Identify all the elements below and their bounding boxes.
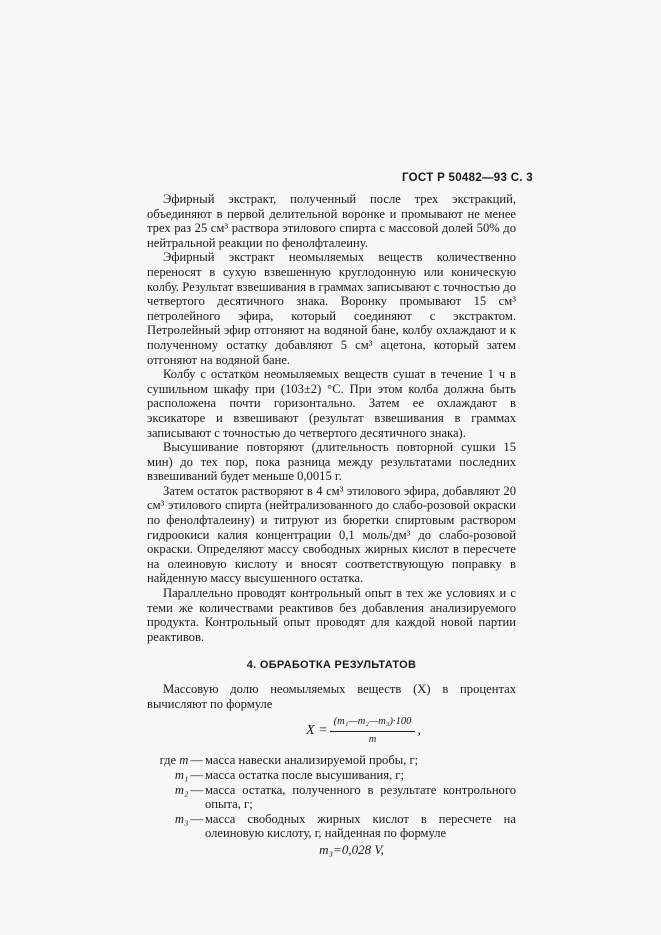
variable-dash: — [190,753,203,768]
variable-dash: — [190,767,203,782]
document-body [147,192,516,858]
variable-dash: — [190,782,203,797]
variable-definition: масса навески анализируемой пробы, г; [205,753,419,768]
formula-x [211,715,516,747]
variable-definition: масса свободных жирных кислот в пересчете на олеиновую кислоту, г, найденная по формуле [205,811,516,841]
formula-numerator: (m₁—m₂—m₃)·100 [330,715,416,732]
paragraph: Эфирный экстракт неомыляемых веществ количественно переносят в сухую взвешенную круглодонную или коническую колбу. Результат взвешивания в граммах записывают с точностью до четвертого десятичного знака. Воронку промывают 15 см³ петролейного эфира, который соединяют с экстрактом. Петролейный эфир отгоняют на водяной бане, колбу охлаждают и к полученному остатку добавляют 5 см³ ацетона, который затем отгоняют на водяной бане. [147,250,516,367]
section-title: 4. ОБРАБОТКА РЕЗУЛЬТАТОВ [246,659,417,672]
variable-dash: — [190,811,203,826]
where-word: где [159,753,177,768]
formula-m3: m₃=0,028 V, [319,841,384,857]
variable-symbol: m₃ [174,811,189,826]
formula-fraction [330,715,416,747]
variable-row [147,812,516,841]
formula-lhs: X = [306,722,328,738]
paragraph: Параллельно проводят контрольный опыт в тех же условиях и с теми же количествами реактивов без добавления анализируемого продукта. Контрольный опыт проводят для каждой новой партии реактивов. [147,586,516,644]
variable-list [147,753,516,841]
variable-symbol: m₂ [174,782,189,797]
variable-row [147,753,516,768]
paragraph: Высушивание повторяют (длительность повторной сушки 15 мин) до тех пор, пока разница между результатами последних взвешиваний будет меньше 0,0015 г. [147,440,516,484]
variable-definition: масса остатка, полученного в результате контрольного опыта, г; [205,782,516,812]
paragraph: Затем остаток растворяют в 4 см³ этилового эфира, добавляют 20 см³ этилового спирта (нейтрализованного до слабо-розовой окраски по фенолфталеину) и титруют из бюретки спиртовым раствором гидроокиси калия концентрации 0,1 моль/дм³ до слабо-розовой окраски. Определяют массу свободных жирных кислот в пересчете на олеиновую кислоту и вносят соответствующую поправку в найденную массу высушенного остатка. [147,483,516,586]
paragraph: Колбу с остатком неомыляемых веществ сушат в течение 1 ч в сушильном шкафу при (103±2) °С. При этом колба должна быть расположена почти горизонтально. Затем ее охлаждают в эксикаторе и взвешивают (результат взвешивания в граммах записывают с точностью до четвертого десятичного знака). [147,367,516,440]
formula-tail: , [417,722,421,738]
variable-symbol: m₁ [174,767,189,782]
formula-denominator: m [368,733,377,745]
variable-symbol: m [179,753,189,768]
variable-definition: масса остатка после высушивания, г; [205,767,404,782]
page-header: ГОСТ Р 50482—93 С. 3 [402,172,533,184]
variable-row [147,783,516,812]
section-intro: Массовую долю неомыляемых веществ (X) в процентах вычисляют по формуле [147,682,516,711]
paragraph: Эфирный экстракт, полученный после трех экстракций, объединяют в первой делительной воронке и промывают не менее трех раз 25 см³ раствора этилового спирта с массовой долей 50% до нейтральной реакции по фенолфталеину. [147,192,516,250]
variable-row [147,768,516,783]
